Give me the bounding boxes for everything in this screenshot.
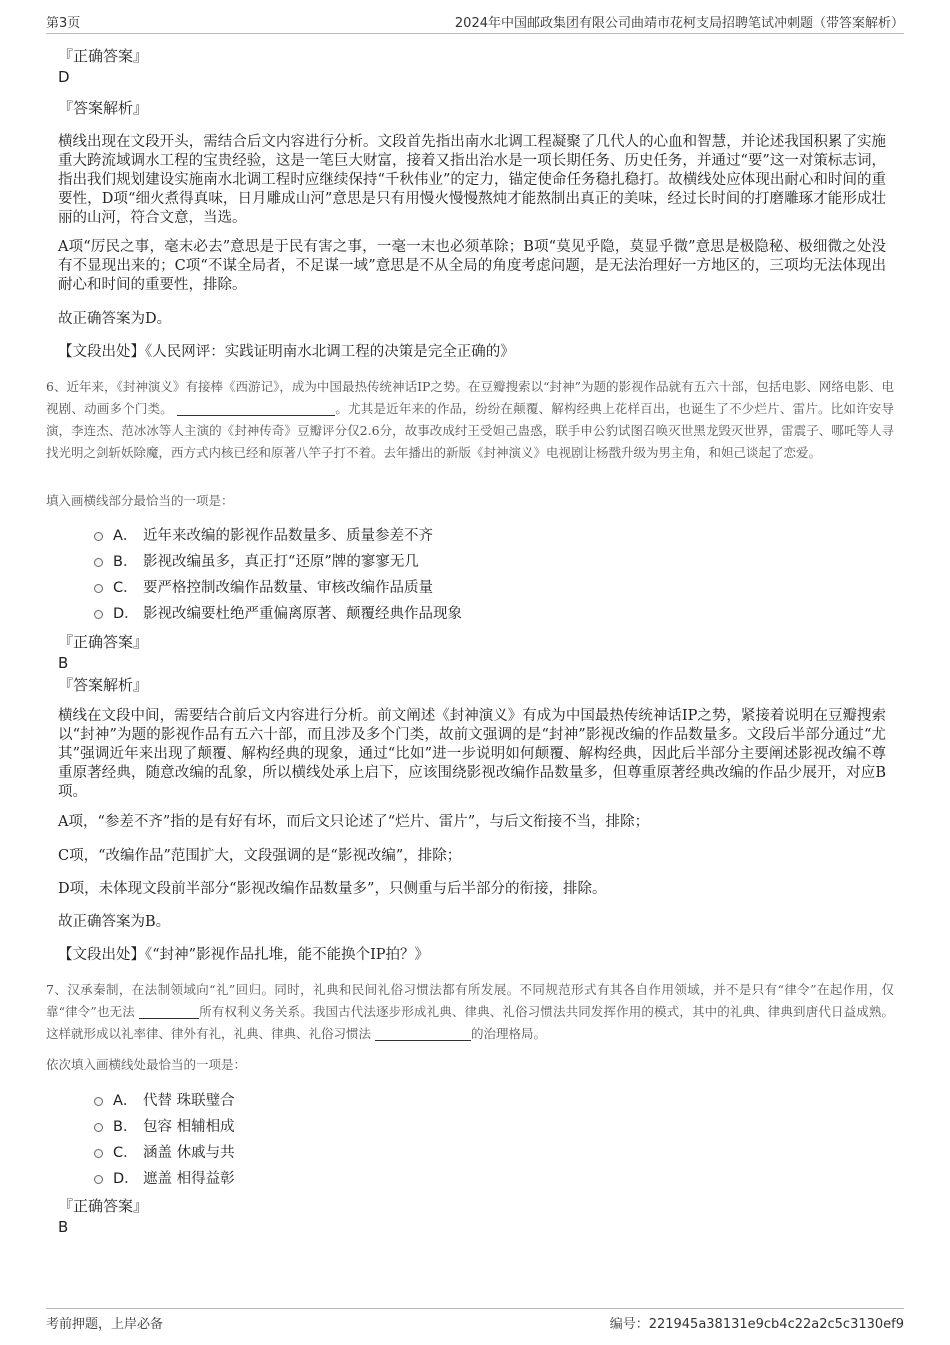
question-6-prompt bbox=[46, 492, 894, 510]
answer-label: 『正确答案』 bbox=[58, 47, 149, 65]
question-7 bbox=[46, 979, 894, 1045]
q6-analysis-c-wrap bbox=[58, 847, 886, 866]
source-citation: 【文段出处】《“封神”影视作品扎堆，能不能换个IP拍？》 bbox=[58, 947, 430, 963]
q6-analysis-p1-wrap bbox=[58, 707, 886, 802]
option-text: 遮盖 相得益彰 bbox=[143, 1171, 235, 1187]
question-text-part: 7、汉承秦制，在法制领域向“礼”回归。同时，礼典和民间礼俗习惯法都有所发展。不同规范形式有其各自作用领域，并不是只有“律令”在起作用，仅靠“律令”也无法 bbox=[46, 982, 894, 1019]
q7-answer-section bbox=[58, 1196, 886, 1237]
option-a[interactable] bbox=[94, 1088, 235, 1114]
footer-slogan: 考前押题，上岸必备 bbox=[46, 1317, 164, 1332]
source-citation: 【文段出处】《人民网评：实践证明南水北调工程的决策是完全正确的》 bbox=[58, 344, 515, 360]
option-letter: C． bbox=[113, 1145, 138, 1161]
radio-icon[interactable] bbox=[94, 532, 103, 541]
answer-value: B bbox=[58, 654, 69, 672]
question-text-part: 。尤其是近年来的作品，纷纷在颠覆、解构经典上花样百出，也诞生了不少烂片、雷片。比如许安导演，李连杰、范冰冰等人主演的《封神传奇》豆瓣评分仅2.6分，故事改成纣王受妲己蛊惑，联手申公豹试图召唤灭世黑龙毁灭世界，雷震子、哪吒等人寻找光明之剑斩妖除魔，西方式内核已经和原著八竿子打不着。去年播出的新版《封神演义》电视剧让杨戬升级为男主角，和妲己谈起了恋爱。 bbox=[46, 401, 894, 460]
option-text: 代替 珠联璧合 bbox=[143, 1093, 235, 1109]
analysis-paragraph: A项，“参差不齐”指的是有好有坏，而后文只论述了“烂片、雷片”，与后文衔接不当，排除； bbox=[58, 814, 650, 830]
document-id: 编号：221945a38131e9cb4c22a2c5c3130ef9 bbox=[609, 1317, 904, 1332]
answer-value: B bbox=[58, 1218, 69, 1236]
question-7-prompt bbox=[46, 1056, 894, 1074]
question-prompt: 填入画横线部分最恰当的一项是： bbox=[46, 493, 234, 508]
document-title: 2024年中国邮政集团有限公司曲靖市花柯支局招聘笔试冲刺题（带答案解析） bbox=[454, 16, 904, 31]
option-letter: D． bbox=[113, 1171, 139, 1187]
option-d[interactable] bbox=[94, 601, 462, 627]
conclusion: 故正确答案为D。 bbox=[58, 311, 172, 327]
option-c[interactable] bbox=[94, 575, 462, 601]
question-text-part: 的治理格局。 bbox=[471, 1026, 547, 1041]
question-6 bbox=[46, 376, 894, 464]
q5-analysis-label-wrap bbox=[58, 98, 886, 119]
question-prompt: 依次填入画横线处最恰当的一项是： bbox=[46, 1057, 247, 1072]
option-letter: A． bbox=[113, 528, 138, 544]
question-text-part: 所有权利义务关系。我国古代法逐步形成礼典、律典、礼俗习惯法共同发挥作用的模式，其中的礼典、律典到唐代日益成熟。这样就形成以礼率律、律外有礼，礼典、律典、礼俗习惯法 bbox=[46, 1004, 894, 1041]
header-divider bbox=[46, 33, 904, 34]
option-letter: B． bbox=[113, 1119, 138, 1135]
option-b[interactable] bbox=[94, 549, 462, 575]
option-b[interactable] bbox=[94, 1114, 235, 1140]
conclusion: 故正确答案为B。 bbox=[58, 914, 171, 930]
q6-analysis-a-wrap bbox=[58, 813, 886, 832]
q6-answer-section bbox=[58, 632, 886, 696]
q5-source-wrap bbox=[58, 343, 886, 362]
q5-analysis-p1-wrap bbox=[58, 133, 886, 228]
fill-blank bbox=[177, 401, 335, 416]
radio-icon[interactable] bbox=[94, 558, 103, 567]
option-text: 近年来改编的影视作品数量多、质量参差不齐 bbox=[143, 528, 433, 544]
q5-conclusion-wrap bbox=[58, 310, 886, 329]
fill-blank bbox=[375, 1026, 471, 1041]
q6-analysis-d-wrap bbox=[58, 880, 886, 899]
radio-icon[interactable] bbox=[94, 1149, 103, 1158]
radio-icon[interactable] bbox=[94, 584, 103, 593]
radio-icon[interactable] bbox=[94, 1097, 103, 1106]
analysis-label: 『答案解析』 bbox=[58, 99, 149, 117]
analysis-paragraph: 横线在文段中间，需要结合前后文内容进行分析。前文阐述《封神演义》有成为中国最热传统神话IP之势，紧接着说明在豆瓣搜索以“封神”为题的影视作品有五六十部，而且涉及多个门类，故前文强调的是“封神”影视改编的作品数量多。文段后半部分通过“尤其”强调近年来出现了颠覆、解构经典的现象，通过“比如”进一步说明如何颠覆、解构经典，因此后半部分主要阐述影视改编不尊重原著经典，随意改编的乱象，所以横线处承上启下，应该围绕影视改编作品数量多，但尊重原著经典改编的作品少展开，对应B项。 bbox=[58, 708, 886, 800]
option-d[interactable] bbox=[94, 1166, 235, 1192]
option-letter: C． bbox=[113, 580, 138, 596]
page-number: 第3页 bbox=[46, 16, 81, 31]
radio-icon[interactable] bbox=[94, 1175, 103, 1184]
analysis-paragraph: 横线出现在文段开头，需结合后文内容进行分析。文段首先指出南水北调工程凝聚了几代人的心血和智慧，并论述我国积累了实施重大跨流域调水工程的宝贵经验，这是一笔巨大财富，接着又指出治水是一项长期任务、历史任务，并通过“要”这一对策标志词，指出我们规划建设实施南水北调工程时应继续保持“千秋伟业”的定力，锚定使命任务稳扎稳打。故横线处应体现出耐心和时间的重要性，D项“细火煮得真味，日月雕成山河”意思是只有用慢火慢慢熬炖才能熬制出真正的美味，经过长时间的打磨雕琢才能形成壮丽的山河，符合文意，当选。 bbox=[58, 134, 886, 226]
option-letter: A． bbox=[113, 1093, 138, 1109]
q6-source-wrap bbox=[58, 946, 886, 965]
analysis-label: 『答案解析』 bbox=[58, 676, 149, 694]
analysis-paragraph: A项“厉民之事，毫末必去”意思是于民有害之事，一毫一末也必须革除；B项“莫见乎隐，莫显乎微”意思是极隐秘、极细微之处没有不显现出来的；C项“不谋全局者，不足谋一域”意思是不从全局的角度考虑问题，是无法治理好一方地区的，三项均无法体现出耐心和时间的重要性，排除。 bbox=[58, 239, 886, 293]
option-text: 影视改编要杜绝严重偏离原著、颠覆经典作品现象 bbox=[143, 606, 462, 622]
answer-label: 『正确答案』 bbox=[58, 1197, 149, 1215]
option-text: 涵盖 休戚与共 bbox=[143, 1145, 235, 1161]
option-a[interactable] bbox=[94, 523, 462, 549]
option-text: 包容 相辅相成 bbox=[143, 1119, 235, 1135]
analysis-paragraph: D项，未体现文段前半部分“影视改编作品数量多”，只侧重与后半部分的衔接，排除。 bbox=[58, 881, 607, 897]
question-text-part: 6、近年来，《封神演义》有接棒《西游记》，成为中国最热传统神话IP之势。在豆瓣搜索以“封神”为题的影视作品就有五六十部，包括电影、网络电影、电视剧、动画多个门类。 bbox=[46, 379, 894, 416]
option-letter: B． bbox=[113, 554, 138, 570]
q6-conclusion-wrap bbox=[58, 913, 886, 932]
question-text bbox=[46, 376, 894, 464]
fill-blank bbox=[139, 1004, 199, 1019]
q5-analysis-p2-wrap bbox=[58, 238, 886, 295]
q7-options bbox=[94, 1088, 235, 1192]
radio-icon[interactable] bbox=[94, 1123, 103, 1132]
option-text: 要严格控制改编作品数量、审核改编作品质量 bbox=[143, 580, 433, 596]
q6-options bbox=[94, 523, 462, 627]
question-text bbox=[46, 979, 894, 1045]
option-c[interactable] bbox=[94, 1140, 235, 1166]
analysis-paragraph: C项，“改编作品”范围扩大，文段强调的是“影视改编”，排除； bbox=[58, 848, 462, 864]
answer-label: 『正确答案』 bbox=[58, 633, 149, 651]
footer-divider bbox=[46, 1308, 904, 1309]
radio-icon[interactable] bbox=[94, 610, 103, 619]
option-text: 影视改编虽多，真正打“还原”牌的寥寥无几 bbox=[143, 554, 419, 570]
option-letter: D． bbox=[113, 606, 139, 622]
q5-answer-section bbox=[58, 46, 886, 87]
answer-value: D bbox=[58, 68, 70, 86]
